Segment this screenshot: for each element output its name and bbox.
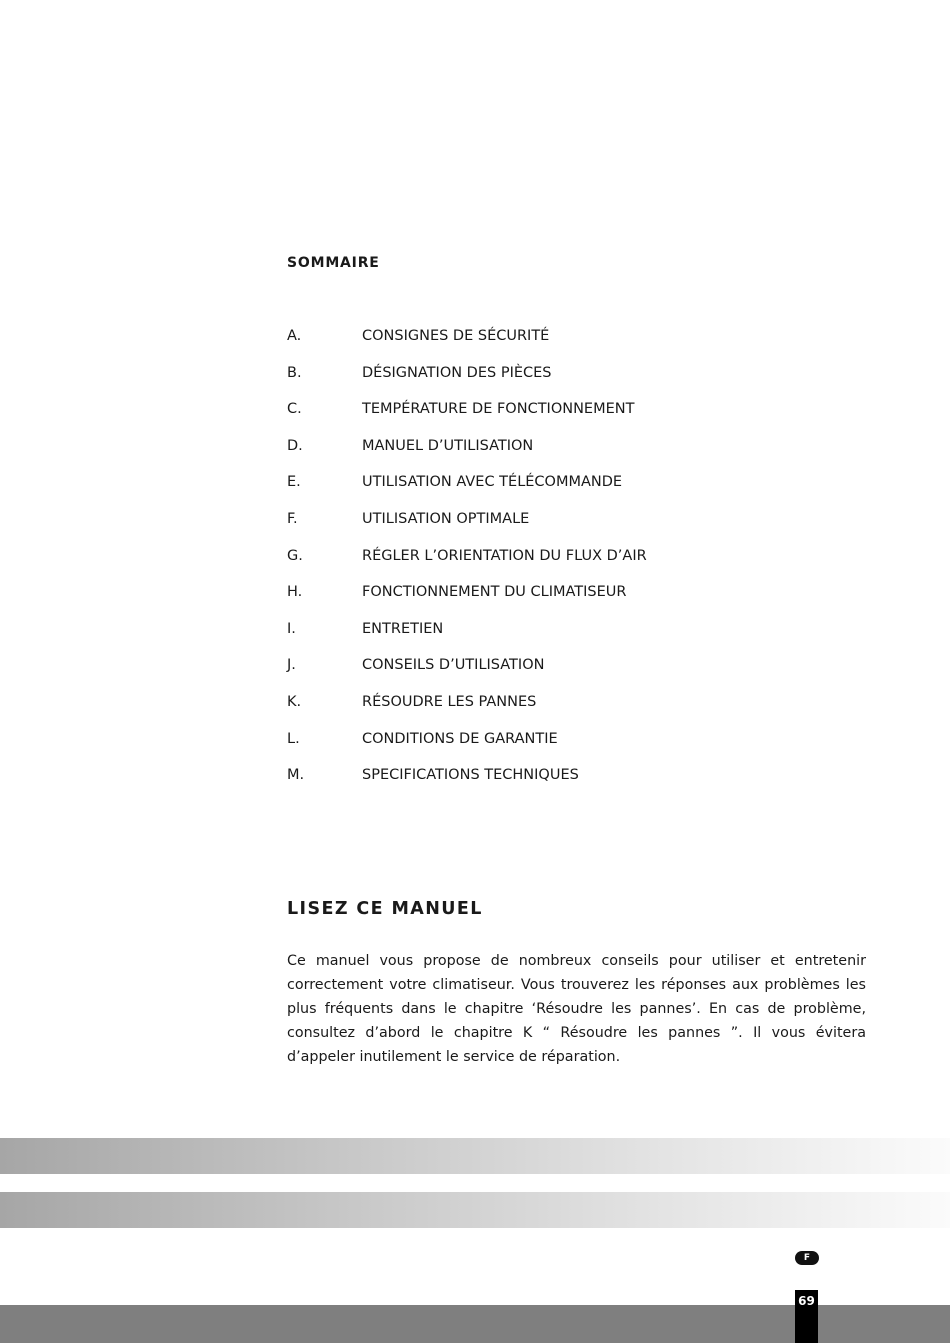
- decorative-band-upper: [0, 1138, 950, 1174]
- contents-item-label: MANUEL D’UTILISATION: [362, 437, 534, 454]
- contents-item-letter: G.: [287, 547, 303, 564]
- language-badge: F: [795, 1251, 819, 1265]
- contents-item-label: UTILISATION AVEC TÉLÉCOMMANDE: [362, 474, 623, 491]
- contents-item-d: [287, 436, 647, 473]
- contents-item-a: [287, 326, 647, 363]
- contents-item-label: DÉSIGNATION DES PIÈCES: [362, 364, 552, 381]
- contents-item-letter: A.: [287, 328, 302, 344]
- contents-item-label: RÉGLER L’ORIENTATION DU FLUX D’AIR: [362, 547, 647, 564]
- contents-item-label: UTILISATION OPTIMALE: [362, 510, 530, 527]
- contents-item-letter: F.: [287, 510, 298, 527]
- contents-item-letter: B.: [287, 364, 302, 381]
- contents-item-m: [287, 765, 647, 802]
- contents-item-letter: J.: [287, 657, 296, 674]
- decorative-band-lower: [0, 1192, 950, 1228]
- contents-item-j: [287, 655, 647, 692]
- contents-title: SOMMAIRE: [287, 255, 380, 271]
- contents-item-e: [287, 472, 647, 509]
- contents-item-l: [287, 729, 647, 766]
- read-manual-title: LISEZ CE MANUEL: [287, 899, 483, 919]
- contents-item-label: CONSIGNES DE SÉCURITÉ: [362, 328, 550, 344]
- contents-item-label: ENTRETIEN: [362, 620, 444, 637]
- page-number: 69: [795, 1290, 818, 1343]
- contents-item-c: [287, 399, 647, 436]
- contents-item-label: TEMPÉRATURE DE FONCTIONNEMENT: [362, 401, 635, 418]
- contents-item-label: CONDITIONS DE GARANTIE: [362, 730, 558, 747]
- contents-item-label: FONCTIONNEMENT DU CLIMATISEUR: [362, 584, 627, 601]
- contents-item-label: CONSEILS D’UTILISATION: [362, 657, 545, 674]
- contents-item-label: SPECIFICATIONS TECHNIQUES: [362, 767, 579, 784]
- contents-item-label: RÉSOUDRE LES PANNES: [362, 693, 537, 710]
- contents-item-i: [287, 619, 647, 656]
- contents-item-letter: M.: [287, 767, 305, 784]
- contents-item-k: [287, 692, 647, 729]
- contents-item-f: [287, 509, 647, 546]
- contents-item-letter: L.: [287, 730, 300, 747]
- contents-item-letter: C.: [287, 401, 302, 418]
- contents-item-letter: I.: [287, 620, 296, 637]
- contents-item-letter: H.: [287, 584, 303, 601]
- contents-list: [287, 326, 647, 802]
- contents-item-b: [287, 363, 647, 400]
- contents-item-h: [287, 582, 647, 619]
- contents-item-g: [287, 546, 647, 583]
- contents-item-letter: D.: [287, 437, 303, 454]
- contents-item-letter: K.: [287, 693, 302, 710]
- contents-item-letter: E.: [287, 474, 301, 491]
- read-manual-body: Ce manuel vous propose de nombreux conseils pour utiliser et entretenir correctement votre climatiseur. Vous trouverez les réponses aux problèmes les plus fréquents dans le chapitre ‘Résoudre les pannes’. En cas de problème, consultez d’abord le chapitre K “ Résoudre les pannes ”. Il vous évitera d’appeler inutilement le service de réparation.: [287, 953, 866, 1066]
